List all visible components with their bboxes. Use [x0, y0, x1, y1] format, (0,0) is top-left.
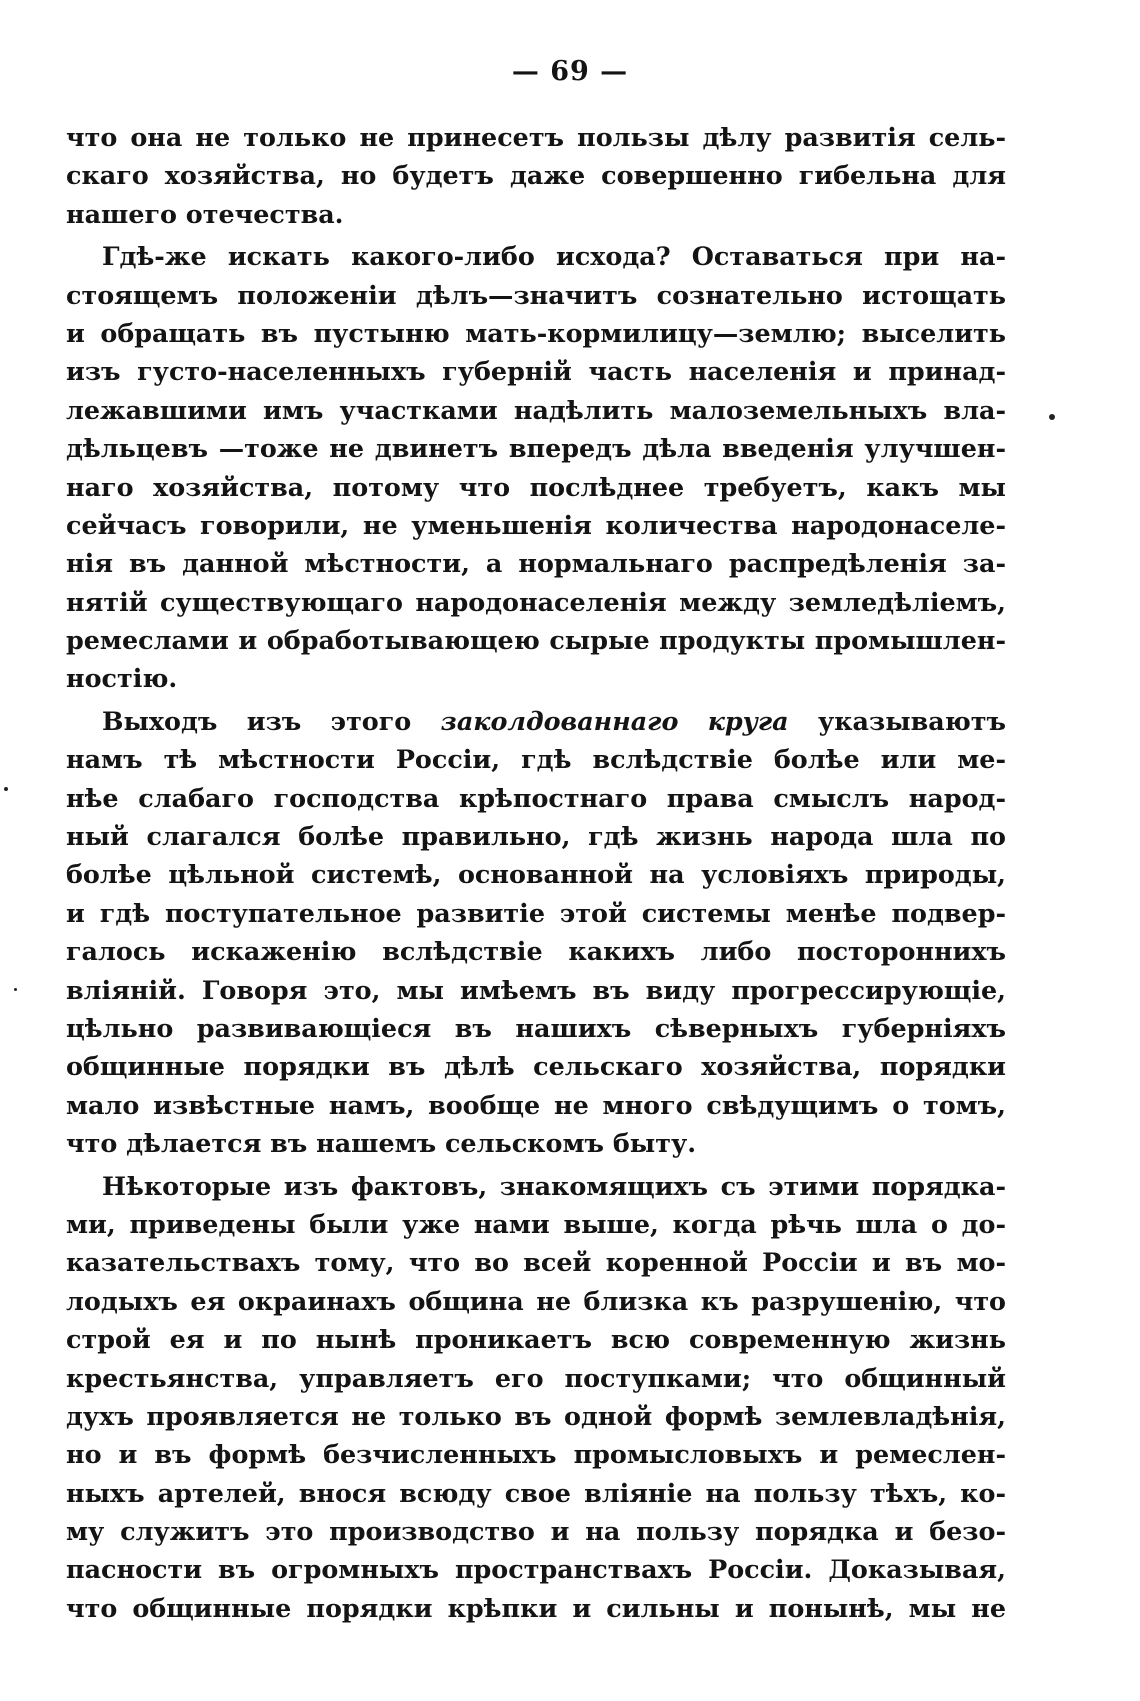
italic-phrase: заколдованнаго круга: [440, 705, 789, 736]
text-line: мало извѣстные намъ, вообще не много свѣдущимъ о томъ,: [66, 1089, 1006, 1120]
text-line: и гдѣ поступательное развитіе этой системы менѣе подвер-: [66, 897, 1006, 928]
text-line: духъ проявляется не только въ одной формѣ землевладѣнія,: [66, 1400, 1006, 1431]
ink-speck: [4, 787, 8, 791]
text-line: сейчасъ говорили, не уменьшенія количества народонаселе-: [66, 509, 1006, 540]
text-line: ностію.: [66, 663, 178, 694]
ink-speck: [14, 988, 17, 991]
text-line: Гдѣ-же искать какого-либо исхода? Оставаться при на-: [102, 241, 1006, 272]
text-line: галось искаженію вслѣдствіе какихъ либо постороннихъ: [66, 936, 1006, 967]
text-fragment: указываютъ: [788, 705, 1006, 736]
text-line: Нѣкоторые изъ фактовъ, знакомящихъ съ этими порядка-: [102, 1170, 1006, 1201]
ink-speck: [1049, 414, 1055, 420]
text-line: болѣе цѣльной системѣ, основанной на условіяхъ природы,: [66, 859, 1006, 890]
text-fragment: Выходъ изъ этого: [102, 705, 441, 736]
text-line: лодыхъ ея окраинахъ община не близка къ разрушенію, что: [66, 1285, 1006, 1316]
text-line: вліяній. Говоря это, мы имѣемъ въ виду прогрессирующіе,: [66, 974, 1006, 1005]
text-line: наго хозяйства, потому что послѣднее требуетъ, какъ мы: [66, 471, 1006, 502]
text-line: общинные порядки въ дѣлѣ сельскаго хозяйства, порядки: [66, 1051, 1006, 1082]
text-line: ми, приведены были уже нами выше, когда рѣчь шла о до-: [66, 1208, 1006, 1239]
text-line: намъ тѣ мѣстности Россіи, гдѣ вслѣдствіе болѣе или ме-: [66, 744, 1006, 775]
text-line: ныхъ артелей, внося всюду свое вліяніе на пользу тѣхъ, ко-: [66, 1477, 1006, 1508]
text-line: нашего отечества.: [66, 198, 344, 229]
page-number: — 69 —: [511, 56, 629, 87]
text-line: изъ густо-населенныхъ губерній часть населенія и принад-: [66, 356, 1006, 387]
text-line: нія въ данной мѣстности, а нормальнаго распредѣленія за-: [66, 548, 1006, 579]
text-line: но и въ формѣ безчисленныхъ промысловыхъ и ремеслен-: [66, 1439, 1006, 1470]
text-line: крестьянства, управляетъ его поступками; что общинный: [66, 1362, 1006, 1393]
text-line: что она не только не принесетъ пользы дѣлу развитія сель-: [66, 122, 1006, 152]
text-line: нѣе слабаго господства крѣпостнаго права смыслъ народ-: [66, 782, 1006, 813]
text-line: строй ея и по нынѣ проникаетъ всю современную жизнь: [66, 1324, 1006, 1355]
text-line: и обращать въ пустыню мать-кормилицу—землю; выселить: [66, 317, 1006, 348]
text-line: му служитъ это производство и на пользу порядка и безо-: [66, 1516, 1006, 1547]
text-line: ремеслами и обработывающею сырые продукты промышлен-: [66, 625, 1006, 656]
text-line: [66, 702, 1006, 740]
text-line: казательствахъ тому, что во всей коренной Россіи и въ мо-: [66, 1247, 1006, 1278]
text-line: дѣльцевъ —тоже не двинетъ впередъ дѣла введенія улучшен-: [66, 433, 1006, 464]
text-line: нятій существующаго народонаселенія между земледѣліемъ,: [66, 586, 1006, 617]
text-line: цѣльно развивающіеся въ нашихъ сѣверныхъ губерніяхъ: [66, 1012, 1006, 1043]
text-line: пасности въ огромныхъ пространствахъ Россіи. Доказывая,: [66, 1554, 1006, 1585]
text-line: лежавшими имъ участками надѣлить малоземельныхъ вла-: [66, 394, 1006, 425]
text-line: стоящемъ положеніи дѣлъ—значитъ сознательно истощать: [66, 279, 1006, 310]
text-line: скаго хозяйства, но будетъ даже совершенно гибельна для: [66, 160, 1006, 191]
text-line: ный слагался болѣе правильно, гдѣ жизнь народа шла по: [66, 821, 1006, 852]
text-line: что общинные порядки крѣпки и сильны и понынѣ, мы не: [66, 1592, 1006, 1623]
text-line: что дѣлается въ нашемъ сельскомъ быту.: [66, 1128, 697, 1159]
text-body: [66, 118, 1006, 1627]
